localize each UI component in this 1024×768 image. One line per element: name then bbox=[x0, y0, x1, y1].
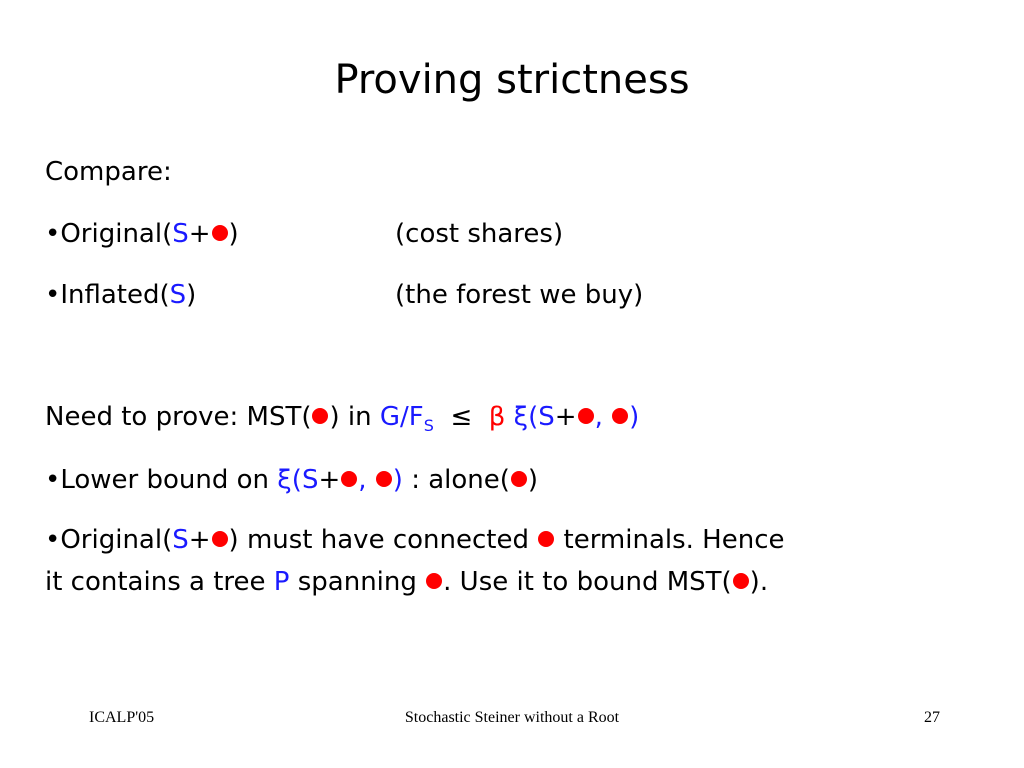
set-s: S bbox=[169, 280, 187, 310]
red-dot-icon bbox=[312, 408, 328, 424]
need-to-prove-line bbox=[45, 397, 639, 446]
plus-sign: + bbox=[318, 465, 341, 495]
cost-shares-note: (cost shares) bbox=[395, 219, 564, 249]
footer-conference: ICALP'05 bbox=[89, 709, 155, 726]
forest-f: F bbox=[408, 402, 424, 432]
set-s: S bbox=[172, 525, 189, 555]
set-s: S bbox=[301, 465, 319, 495]
close-paren: ) bbox=[392, 465, 403, 495]
close-paren: ) bbox=[228, 219, 239, 249]
plus-sign: + bbox=[554, 402, 577, 432]
footer-title: Stochastic Steiner without a Root bbox=[404, 709, 620, 726]
red-dot-icon bbox=[212, 225, 228, 241]
alone-prefix: : alone( bbox=[402, 465, 510, 495]
set-s: S bbox=[538, 402, 555, 432]
need-mid: ) in bbox=[329, 402, 380, 432]
orig-prefix: •Original( bbox=[45, 525, 173, 555]
red-dot-icon bbox=[212, 531, 228, 547]
close-paren: ) bbox=[186, 280, 197, 310]
slide-title: Proving strictness bbox=[334, 57, 690, 103]
forest-note: (the forest we buy) bbox=[395, 280, 644, 310]
inflated-prefix: •Inflated( bbox=[45, 280, 170, 310]
lower-prefix: •Lower bound on bbox=[45, 465, 278, 495]
alone-close: ) bbox=[527, 465, 539, 495]
close-paren: ) bbox=[629, 402, 640, 432]
bullet-inflated bbox=[45, 275, 644, 315]
plus-sign: + bbox=[188, 525, 211, 555]
red-dot-icon bbox=[612, 408, 628, 424]
set-s: S bbox=[172, 219, 189, 249]
orig-l2c: . Use it to bound MST( bbox=[443, 567, 732, 597]
orig-l2d: ). bbox=[749, 567, 769, 597]
comma: , bbox=[594, 402, 612, 432]
plus-sign: + bbox=[188, 219, 211, 249]
beta-symbol: β bbox=[488, 402, 506, 432]
compare-label: Compare: bbox=[45, 157, 172, 187]
bullet-original bbox=[45, 214, 564, 254]
red-dot-icon bbox=[538, 531, 554, 547]
red-dot-icon bbox=[376, 471, 392, 487]
bullet-original-tree-line2 bbox=[45, 562, 768, 602]
need-prefix: Need to prove: MST( bbox=[45, 402, 312, 432]
red-dot-icon bbox=[578, 408, 594, 424]
forest-subscript: S bbox=[423, 416, 434, 435]
red-dot-icon bbox=[511, 471, 527, 487]
xi-symbol: ξ( bbox=[277, 465, 302, 495]
footer-page-number: 27 bbox=[924, 709, 940, 726]
red-dot-icon bbox=[341, 471, 357, 487]
orig-tail: terminals. Hence bbox=[555, 525, 785, 555]
orig-l2a: it contains a tree bbox=[45, 567, 274, 597]
red-dot-icon bbox=[733, 573, 749, 589]
bullet-lower-bound bbox=[45, 460, 538, 500]
original-prefix: •Original( bbox=[45, 219, 173, 249]
xi-symbol: ξ( bbox=[513, 402, 539, 432]
red-dot-icon bbox=[426, 573, 442, 589]
graph-g: G/ bbox=[379, 402, 409, 432]
orig-l2b: spanning bbox=[289, 567, 426, 597]
leq-symbol: ≤ bbox=[450, 402, 473, 432]
orig-mid: ) must have connected bbox=[228, 525, 538, 555]
tree-p: P bbox=[273, 567, 290, 597]
comma: , bbox=[358, 465, 375, 495]
bullet-original-tree-line1 bbox=[45, 520, 785, 560]
